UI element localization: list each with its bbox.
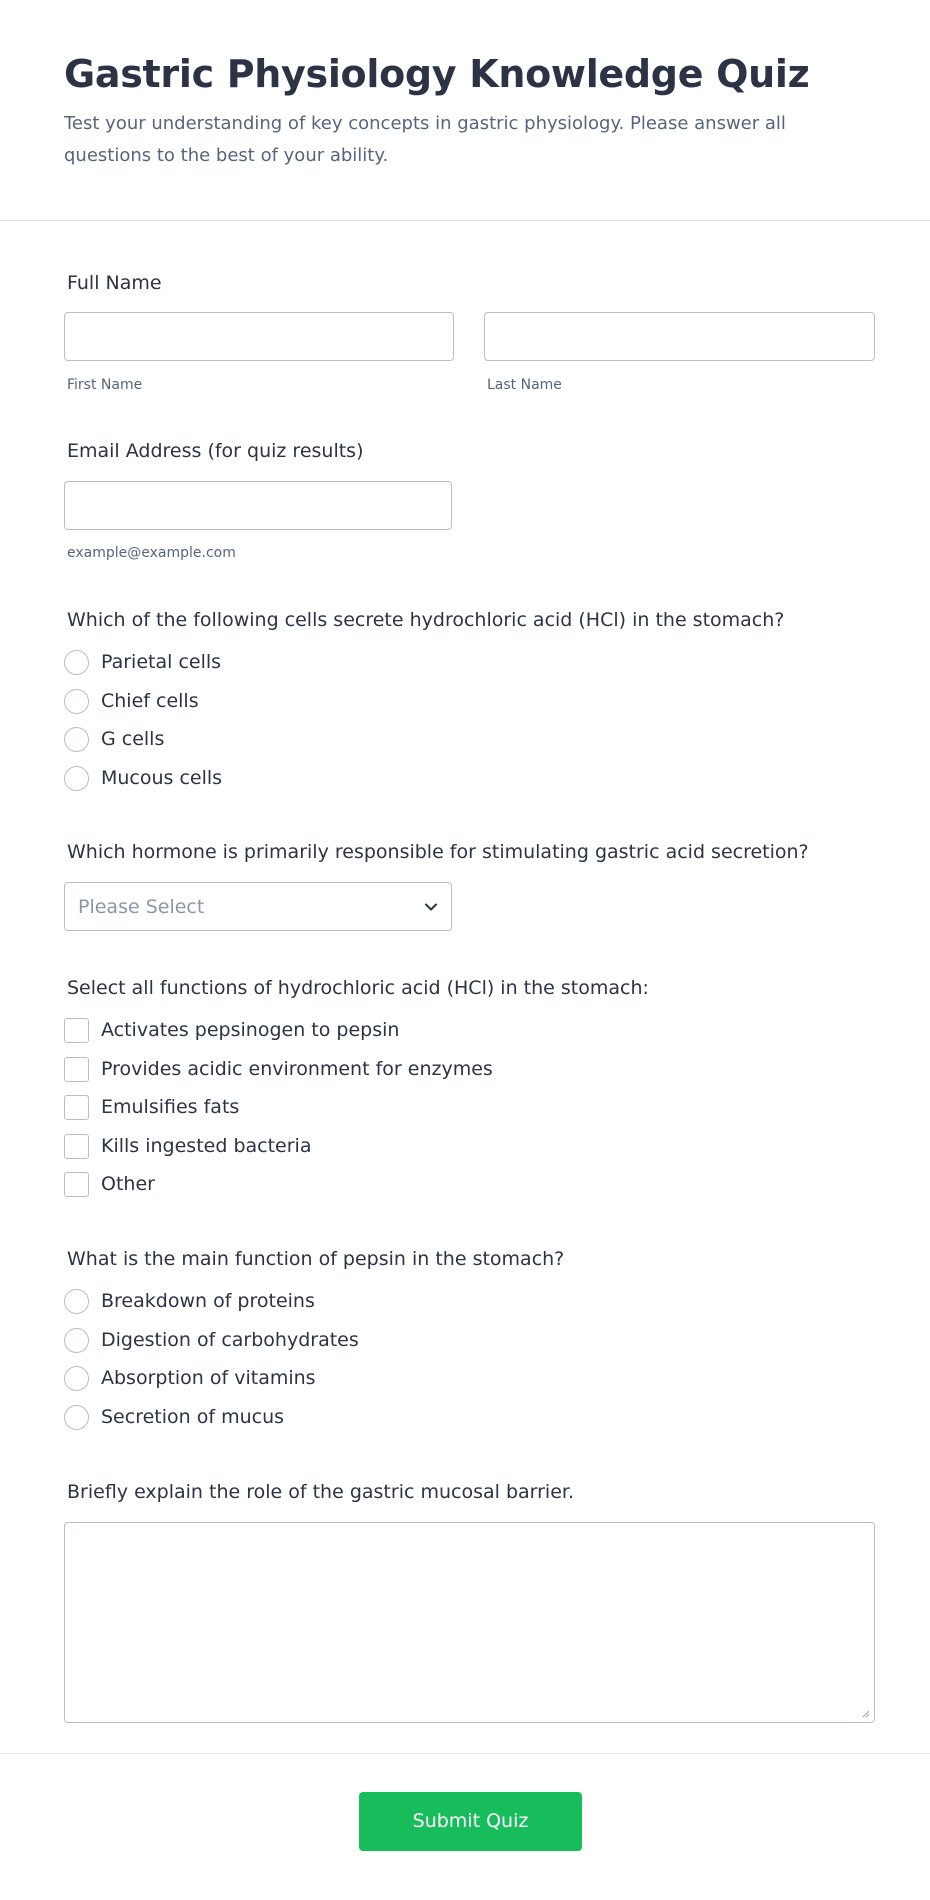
checkbox[interactable] <box>64 1095 89 1120</box>
question-hormone: Which hormone is primarily responsible for stimulating gastric acid secretion? <box>67 841 809 863</box>
radio-option[interactable] <box>64 1328 764 1354</box>
checkbox-option-label: Emulsifies fats <box>101 1096 240 1118</box>
radio-option[interactable] <box>64 1289 764 1315</box>
hormone-select[interactable] <box>64 882 452 931</box>
checkbox-option-label: Kills ingested bacteria <box>101 1135 312 1157</box>
checkbox[interactable] <box>64 1172 89 1197</box>
full-name-label: Full Name <box>67 272 162 294</box>
radio-option-label: Parietal cells <box>101 651 222 673</box>
checkbox-option[interactable] <box>64 1172 764 1198</box>
submit-quiz-button[interactable]: Submit Quiz <box>359 1792 582 1851</box>
footer-divider <box>0 1753 930 1754</box>
mucosal-barrier-textarea[interactable] <box>64 1522 875 1723</box>
question-hcl-functions: Select all functions of hydrochloric acid (HCl) in the stomach: <box>67 977 649 999</box>
page-title: Gastric Physiology Knowledge Quiz <box>64 52 810 96</box>
radio-option[interactable] <box>64 727 764 753</box>
email-label: Email Address (for quiz results) <box>67 440 364 462</box>
radio-option[interactable] <box>64 650 764 676</box>
radio-option[interactable] <box>64 766 764 792</box>
radio-button[interactable] <box>64 1289 89 1314</box>
radio-button[interactable] <box>64 650 89 675</box>
resize-grip-icon[interactable] <box>860 1708 870 1718</box>
form-header <box>0 0 930 221</box>
radio-option-label: G cells <box>101 728 165 750</box>
last-name-input[interactable] <box>484 312 875 361</box>
first-name-input[interactable] <box>64 312 454 361</box>
page-subtitle: Test your understanding of key concepts in gastric physiology. Please answer all questions to the best of your ability. <box>64 113 786 166</box>
radio-button[interactable] <box>64 727 89 752</box>
radio-button[interactable] <box>64 1366 89 1391</box>
chevron-down-icon <box>423 899 439 915</box>
checkbox-option-label: Provides acidic environment for enzymes <box>101 1058 493 1080</box>
question-hcl-cells: Which of the following cells secrete hydrochloric acid (HCl) in the stomach? <box>67 609 785 631</box>
radio-option-label: Absorption of vitamins <box>101 1367 316 1389</box>
question-mucosal-barrier: Briefly explain the role of the gastric mucosal barrier. <box>67 1481 575 1503</box>
radio-button[interactable] <box>64 1328 89 1353</box>
radio-button[interactable] <box>64 689 89 714</box>
radio-option-label: Digestion of carbohydrates <box>101 1329 359 1351</box>
radio-option[interactable] <box>64 1366 764 1392</box>
radio-option[interactable] <box>64 689 764 715</box>
checkbox-option[interactable] <box>64 1018 764 1044</box>
radio-button[interactable] <box>64 1405 89 1430</box>
first-name-sublabel: First Name <box>67 377 143 393</box>
email-sublabel: example@example.com <box>67 545 236 561</box>
radio-option-label: Secretion of mucus <box>101 1406 285 1428</box>
select-placeholder: Please Select <box>78 896 205 918</box>
checkbox-option[interactable] <box>64 1095 764 1121</box>
radio-button[interactable] <box>64 766 89 791</box>
radio-option[interactable] <box>64 1405 764 1431</box>
email-input[interactable] <box>64 481 452 530</box>
checkbox-option[interactable] <box>64 1134 764 1160</box>
checkbox-option[interactable] <box>64 1057 764 1083</box>
checkbox[interactable] <box>64 1018 89 1043</box>
checkbox-option-label: Other <box>101 1173 155 1195</box>
checkbox[interactable] <box>64 1134 89 1159</box>
question-pepsin: What is the main function of pepsin in the stomach? <box>67 1248 565 1270</box>
radio-option-label: Chief cells <box>101 690 199 712</box>
checkbox[interactable] <box>64 1057 89 1082</box>
radio-option-label: Breakdown of proteins <box>101 1290 315 1312</box>
last-name-sublabel: Last Name <box>487 377 562 393</box>
radio-option-label: Mucous cells <box>101 767 223 789</box>
checkbox-option-label: Activates pepsinogen to pepsin <box>101 1019 400 1041</box>
